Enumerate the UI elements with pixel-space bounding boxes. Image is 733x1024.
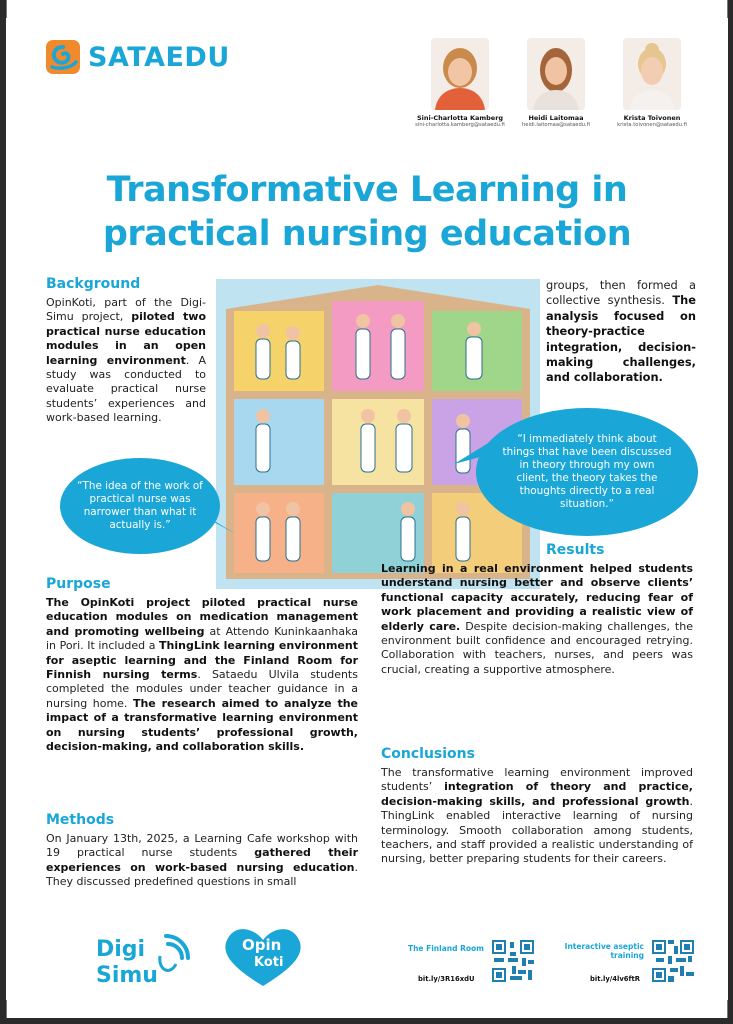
opinkoti-text-koti: Koti <box>254 955 284 970</box>
title-line-1: Transformative Learning in <box>106 170 628 210</box>
author-card <box>604 38 700 128</box>
nursing-home-illustration <box>216 279 540 589</box>
title-line-2: practical nursing education <box>102 214 632 254</box>
author-photo <box>431 38 489 110</box>
opinkoti-logo <box>220 922 306 992</box>
aseptic-training-link[interactable]: bit.ly/4lv6ftR <box>590 975 640 983</box>
crop-mark <box>6 1000 7 1018</box>
finland-room-qr-code[interactable] <box>492 940 534 982</box>
author-email[interactable]: sini-charlotta.kamberg@sataedu.fi <box>415 122 505 128</box>
author-name: Sini-Charlotta Kamberg <box>416 114 504 122</box>
bubble-tail-left <box>196 510 236 540</box>
purpose-heading: Purpose <box>46 576 111 592</box>
author-card <box>412 38 508 128</box>
author-email[interactable]: heidi.laitomaa@sataedu.fi <box>522 122 590 128</box>
bubble-tail-right <box>454 436 490 466</box>
digisimu-text-simu: Simu <box>96 963 158 988</box>
quote-left-text: “The idea of the work of practical nurse was narrower than what it actually is.” <box>77 480 203 531</box>
sataedu-swirl-icon <box>46 40 80 74</box>
methods-text: On January 13th, 2025, a Learning Cafe workshop with 19 practical nurse students gathered their experiences on work-based nursing education. They discussed predefined questions in small <box>46 832 358 889</box>
quote-right-text: “I immediately think about things that have been discussed in theory through my own client, the theory takes the thoughts directly to a real situation.” <box>502 433 672 510</box>
digisimu-text-digi: Digi <box>96 937 146 962</box>
authors <box>412 38 700 128</box>
author-name: Krista Toivonen <box>623 114 681 122</box>
crop-mark <box>727 0 728 18</box>
author-email[interactable]: krista.toivonen@sataedu.fi <box>617 122 687 128</box>
background-heading: Background <box>46 276 141 292</box>
opinkoti-text-opin: Opin <box>242 936 282 954</box>
finland-room-link[interactable]: bit.ly/3R16xdU <box>418 975 475 983</box>
poster-page <box>6 0 728 1018</box>
finland-room-label: The Finland Room <box>407 944 484 953</box>
aseptic-training-qr-code[interactable] <box>652 940 694 982</box>
purpose-text: The OpinKoti project piloted practical nurse education modules on medication management and promoting wellbeing at Attendo Kuninkaanhaka in Pori. It included a ThingLink learning environment for aseptic learning and the Finland Room for Finnish nursing terms. Sataedu Ulvila students completed the modules under teacher guidance in a nursing home. The research aimed to analyze the impact of a transformative learning environment on nursing students’ professional growth, decision-making, and collaboration skills. <box>46 596 358 754</box>
results-text: Learning in a real environment helped students understand nursing better and observe clients’ functional capacity accurately, reducing fear of work placement and providing a realistic view of elderly care. Despite decision-making challenges, the environment built confidence and encouraged retrying. Collaboration with teachers, nurses, and peers was crucial, creating a supportive atmosphere. <box>381 562 693 676</box>
methods-heading: Methods <box>46 812 115 828</box>
opinkoti-graphic <box>220 922 306 988</box>
author-photo <box>527 38 585 110</box>
conclusions-text: The transformative learning environment improved students’ integration of theory and practice, decision-making skills, and professional growth. ThingLink enabled interactive learning of nursing terminology. Smooth collaboration among students, teachers, and staff provided a realistic understanding of nursing, better preparing students for their careers. <box>381 766 693 866</box>
quote-bubble-right <box>476 408 698 536</box>
author-card <box>508 38 604 128</box>
digisimu-logo <box>96 926 206 992</box>
crop-mark <box>6 0 7 18</box>
methods-continued-text: groups, then formed a collective synthesis. The analysis focused on theory-practice integration, decision-making challenges, and collaboration. <box>546 278 696 385</box>
conclusions-heading: Conclusions <box>381 746 475 762</box>
logo-text: SATAEDU <box>88 41 230 73</box>
aseptic-training-label: Interactive aseptic training <box>564 942 644 960</box>
results-heading: Results <box>546 542 605 558</box>
background-text: OpinKoti, part of the Digi-Simu project, piloted two practical nurse education modules in an open learning environment. A study was conducted to evaluate practical nurse students’ experiences and work-based learning. <box>46 296 206 425</box>
digisimu-graphic <box>96 926 206 988</box>
sataedu-logo <box>46 40 230 74</box>
author-photo <box>623 38 681 110</box>
author-name: Heidi Laitomaa <box>528 114 584 122</box>
crop-mark <box>727 1000 728 1018</box>
poster-title <box>6 168 728 256</box>
